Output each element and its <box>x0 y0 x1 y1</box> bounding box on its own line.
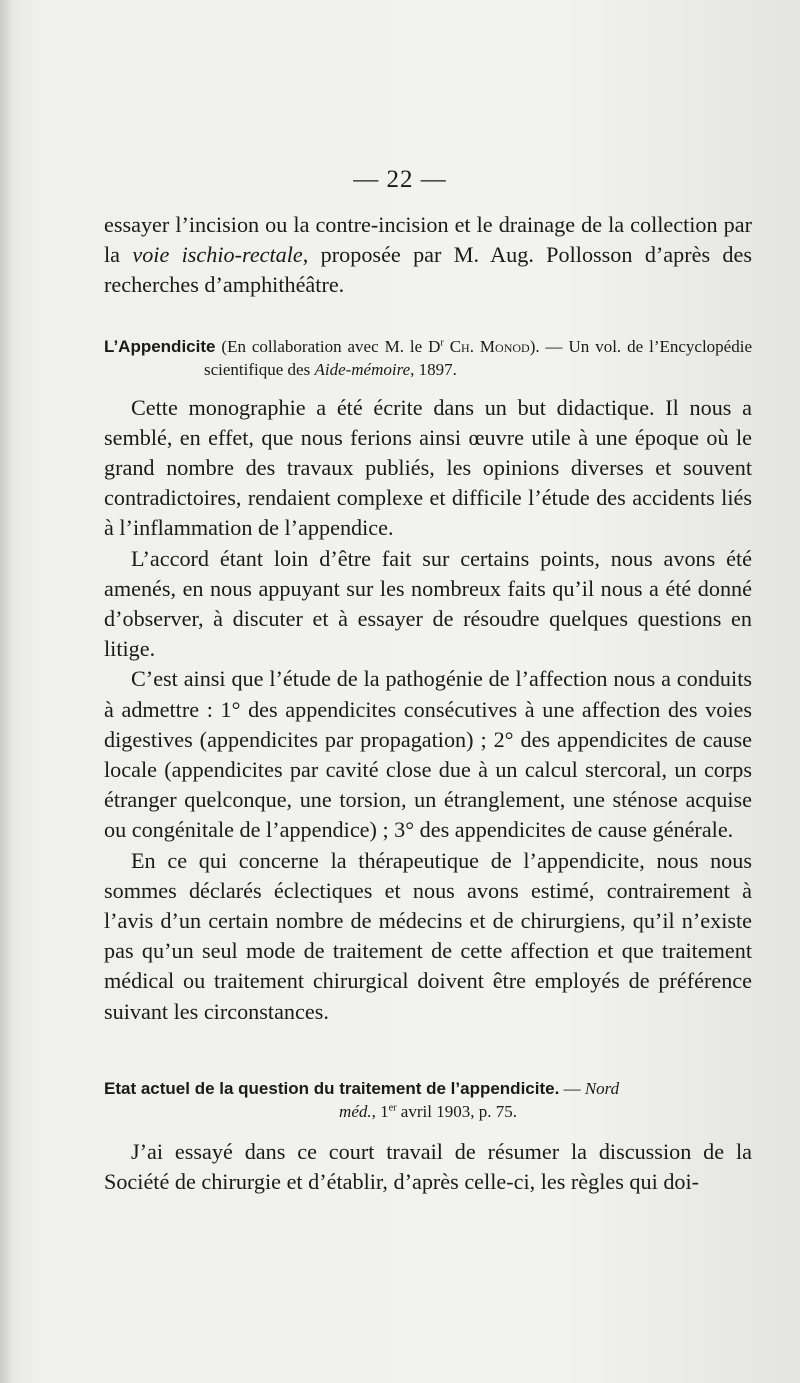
entry2-title: Etat actuel de la question du traitement de l’appendicite. <box>104 1078 560 1098</box>
entry2-italic-journal-2: méd. <box>339 1101 372 1121</box>
intro-italic-term: voie ischio-rectale <box>132 242 303 268</box>
bibliography-entry-etat-actuel <box>104 1077 752 1123</box>
entry-text-a: (En collaboration avec M. le D <box>215 336 441 356</box>
body-paragraph-1: Cette monographie a été écrite dans un but didactique. Il nous a semblé, en effet, que nous ferions ainsi œuvre utile à une époque où le grand nombre des travaux publiés, les opinions diverses et souvent contradictoires, rendaient complexe et difficile l’étude des accidents liés à l’inflammation de l’appendice. <box>104 394 752 541</box>
intro-text-end: , proposée par M. Aug. Pollosson d’après des recherches d’amphithéâtre. <box>104 242 753 298</box>
page-content <box>104 210 752 1197</box>
entry-italic-series: Aide-mémoire <box>314 359 411 379</box>
body-paragraph-2: L’accord étant loin d’être fait sur certains points, nous avons été amenés, en nous appuyant sur les nombreux faits qu’il nous a été donné d’observer, à discuter et à essayer de résoudre quelques questions en litige. <box>104 545 752 662</box>
entry-coauthor: Ch. Monod <box>443 336 530 356</box>
entry2-text-b: avril 1903, p. 75. <box>396 1101 517 1121</box>
page-number: — 22 — <box>353 166 447 193</box>
entry2-dash: — <box>559 1078 585 1098</box>
entry2-text-a: , 1 <box>371 1101 389 1121</box>
body-paragraph-5: J’ai essayé dans ce court travail de résumer la discussion de la Société de chirurgie et d’établir, d’après celle-ci, les règles qui doi- <box>104 1138 752 1195</box>
entry2-italic-journal-1: Nord <box>584 1078 620 1098</box>
entry-superscript: r <box>440 336 444 348</box>
entry-title: L’Appendicite <box>104 336 216 356</box>
entry2-superscript: er <box>388 1102 397 1114</box>
bibliography-entry-appendicite <box>104 335 752 381</box>
body-paragraph-3: C’est ainsi que l’étude de la pathogénie de l’affection nous a conduits à admettre : 1° des appendicites consécutives à une affection des voies digestives (appendicites par propagation) ; 2° des appendicites de cause locale (appendicites par cavité close due à un calcul stercoral, un corps étranger quelconque, une torsion, un étranglement, une sténose acquise ou congénitale de l’appendice) ; 3° des appendicites de cause générale. <box>104 666 752 843</box>
body-paragraph-4: En ce qui concerne la thérapeutique de l’appendicite, nous nous sommes déclarés éclectiques et nous avons estimé, contrairement à l’avis d’un certain nombre de médecins et de chirurgiens, qu’il n’existe pas qu’un seul mode de traitement de cette affection et que traitement médical ou traitement chirurgical doivent être employés de préférence suivant les circonstances. <box>104 847 752 1024</box>
entry2-line-two <box>104 1100 752 1123</box>
intro-paragraph <box>104 210 752 301</box>
intro-text-start: essayer l’incision ou la contre-incision et le drainage de la collection par la <box>104 212 752 268</box>
entry-text-b: ). — Un vol. de l’Encyclopédie scientifique des <box>204 336 752 379</box>
entry-text-c: , 1897. <box>410 359 457 379</box>
